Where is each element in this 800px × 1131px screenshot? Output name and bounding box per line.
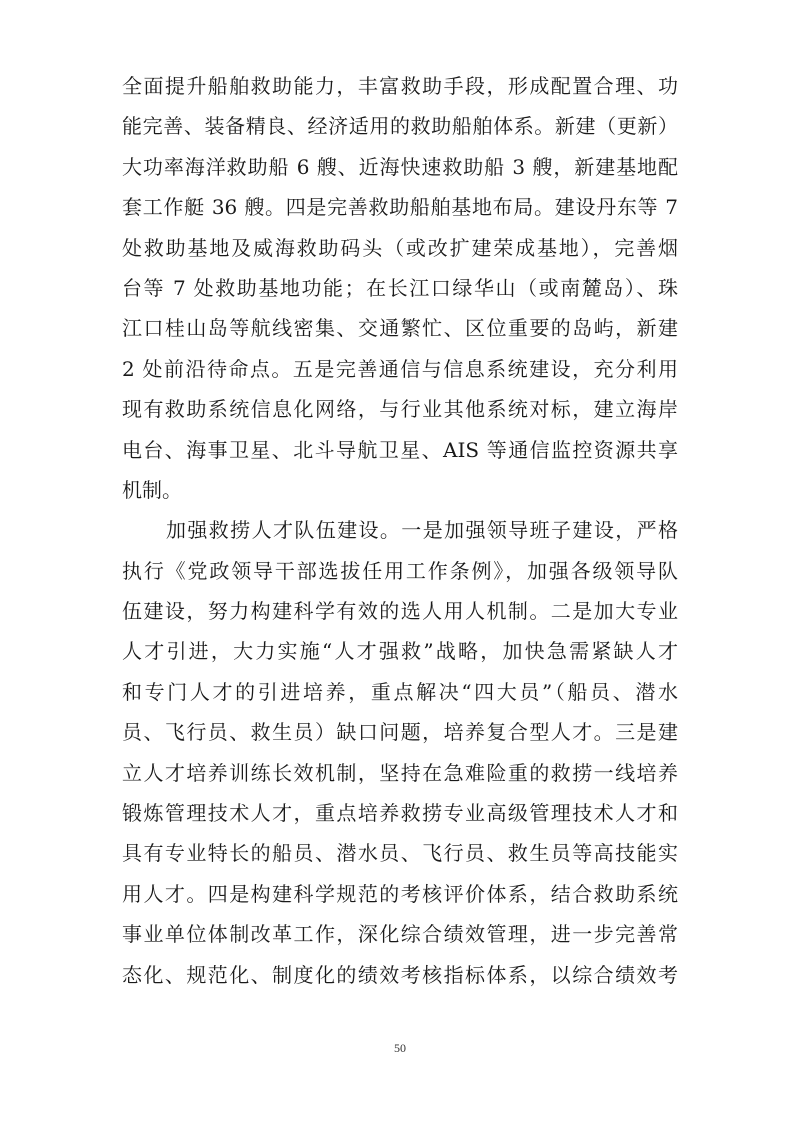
body-text [122, 66, 678, 995]
text-line: 加强救捞人才队伍建设。一是加强领导班子建设，严格 [166, 518, 678, 543]
text-line: 人才引进，大力实施“人才强救”战略，加快急需紧缺人才 [122, 639, 678, 664]
text-line: 江口桂山岛等航线密集、交通繁忙、区位重要的岛屿，新建 [122, 316, 678, 341]
text-line: 机制。 [122, 477, 182, 502]
text-line: 和专门人才的引进培养，重点解决“四大员”（船员、潜水 [122, 679, 678, 704]
text-line: 能完善、装备精良、经济适用的救助船舶体系。新建（更新） [122, 114, 678, 139]
text-line: 用人才。四是构建科学规范的考核评价体系，结合救助系统 [122, 881, 678, 906]
text-line: 现有救助系统信息化网络，与行业其他系统对标，建立海岸 [122, 397, 678, 422]
paragraph-2 [122, 510, 678, 995]
text-line: 执行《党政领导干部选拔任用工作条例》，加强各级领导队 [122, 558, 678, 583]
text-line: 台等 7 处救助基地功能；在长江口绿华山（或南麓岛）、珠 [122, 275, 678, 300]
text-line: 锻炼管理技术人才，重点培养救捞专业高级管理技术人才和 [122, 801, 678, 826]
text-line: 立人才培养训练长效机制，坚持在急难险重的救捞一线培养 [122, 760, 678, 785]
text-line: 态化、规范化、制度化的绩效考核指标体系，以综合绩效考 [122, 962, 678, 987]
text-line: 2 处前沿待命点。五是完善通信与信息系统建设，充分利用 [122, 356, 678, 381]
paragraph-1 [122, 66, 678, 510]
text-line: 全面提升船舶救助能力，丰富救助手段，形成配置合理、功 [122, 74, 678, 98]
text-line: 大功率海洋救助船 6 艘、近海快速救助船 3 艘，新建基地配 [122, 154, 678, 179]
text-line: 员、飞行员、救生员）缺口问题，培养复合型人才。三是建 [122, 720, 678, 745]
text-line: 处救助基地及威海救助码头（或改扩建荣成基地），完善烟 [122, 235, 678, 260]
text-line: 电台、海事卫星、北斗导航卫星、AIS 等通信监控资源共享 [122, 437, 678, 462]
text-line: 具有专业特长的船员、潜水员、飞行员、救生员等高技能实 [122, 841, 678, 866]
text-line: 事业单位体制改革工作，深化综合绩效管理，进一步完善常 [122, 922, 678, 947]
text-line: 套工作艇 36 艘。四是完善救助船舶基地布局。建设丹东等 7 [122, 195, 678, 220]
text-line: 伍建设，努力构建科学有效的选人用人机制。二是加大专业 [122, 599, 678, 624]
page-number: 50 [394, 1041, 406, 1055]
